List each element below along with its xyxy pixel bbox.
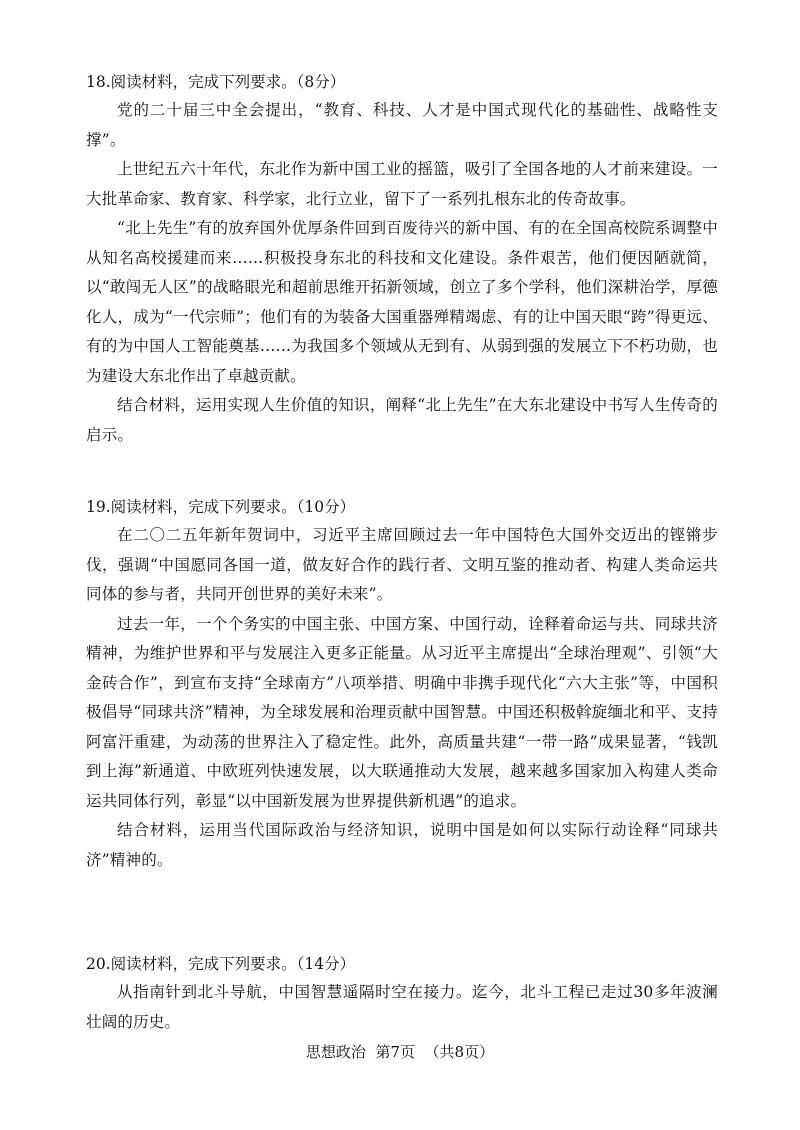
question-20 — [86, 950, 718, 1037]
question-19 — [86, 493, 718, 875]
question-18-paragraph-1: 党的二十届三中全会提出，“教育、科技、人才是中国式现代化的基础性、战略性支撑”。 — [86, 101, 718, 149]
question-18-paragraph-3: “北上先生”有的放弃国外优厚条件回到百废待兴的新中国、有的在全国高校院系调整中从知名高校援建而来……积极投身东北的科技和文化建设。条件艰苦，他们便因陋就简，以“敢闯无人区”的战略眼光和超前思维开拓新领域，创立了多个学科，他们深耕治学，厚德化人，成为“一代宗师”；他们有的为装备大国重器殚精竭虑、有的让中国天眼“跨”得更远、有的为中国人工智能奠基……为我国多个领域从无到有、从弱到强的发展立下不朽功勋，也为建设大东北作出了卓越贡献。 — [86, 219, 718, 385]
question-18-title: 18.阅读材料，完成下列要求。（8分） — [86, 73, 346, 91]
question-18-prompt: 结合材料，运用实现人生价值的知识，阐释“北上先生”在大东北建设中书写人生传奇的启示。 — [86, 396, 718, 444]
page-footer: 思想政治 第7页 （共8页） — [305, 1043, 495, 1061]
question-18-paragraph-2: 上世纪五六十年代，东北作为新中国工业的摇篮，吸引了全国各地的人才前来建设。一大批革命家、教育家、科学家，北行立业，留下了一系列扎根东北的传奇故事。 — [86, 160, 718, 208]
question-19-title: 19.阅读材料，完成下列要求。（10分） — [86, 498, 356, 516]
question-19-paragraph-1: 在二〇二五年新年贺词中，习近平主席回顾过去一年中国特色大国外交迈出的铿锵步伐，强调“中国愿同各国一道，做友好合作的践行者、文明互鉴的推动者、构建人类命运共同体的参与者，共同开创世界的美好未来”。 — [86, 526, 718, 603]
question-19-prompt: 结合材料，运用当代国际政治与经济知识，说明中国是如何以实际行动诠释“同球共济”精神的。 — [86, 821, 718, 869]
question-19-paragraph-2: 过去一年，一个个务实的中国主张、中国方案、中国行动，诠释着命运与共、同球共济精神，为维护世界和平与发展注入更多正能量。从习近平主席提出“全球治理观”、引领“大金砖合作”，到宣布支持“全球南方”八项举措、明确中非携手现代化“六大主张”等，中国积极倡导“同球共济”精神，为全球发展和治理贡献中国智慧。中国还积极斡旋缅北和平、支持阿富汗重建，为动荡的世界注入了稳定性。此外，高质量共建“一带一路”成果显著，“钱凯到上海”新通道、中欧班列快速发展，以大联通推动大发展，越来越多国家加入构建人类命运共同体行列，彰显“以中国新发展为世界提供新机遇”的追求。 — [86, 614, 718, 810]
question-20-title: 20.阅读材料，完成下列要求。（14分） — [86, 955, 356, 973]
question-18 — [86, 68, 718, 450]
question-20-paragraph-1: 从指南针到北斗导航，中国智慧遥隔时空在接力。迄今，北斗工程已走过30多年波澜壮阔的历史。 — [86, 983, 718, 1031]
